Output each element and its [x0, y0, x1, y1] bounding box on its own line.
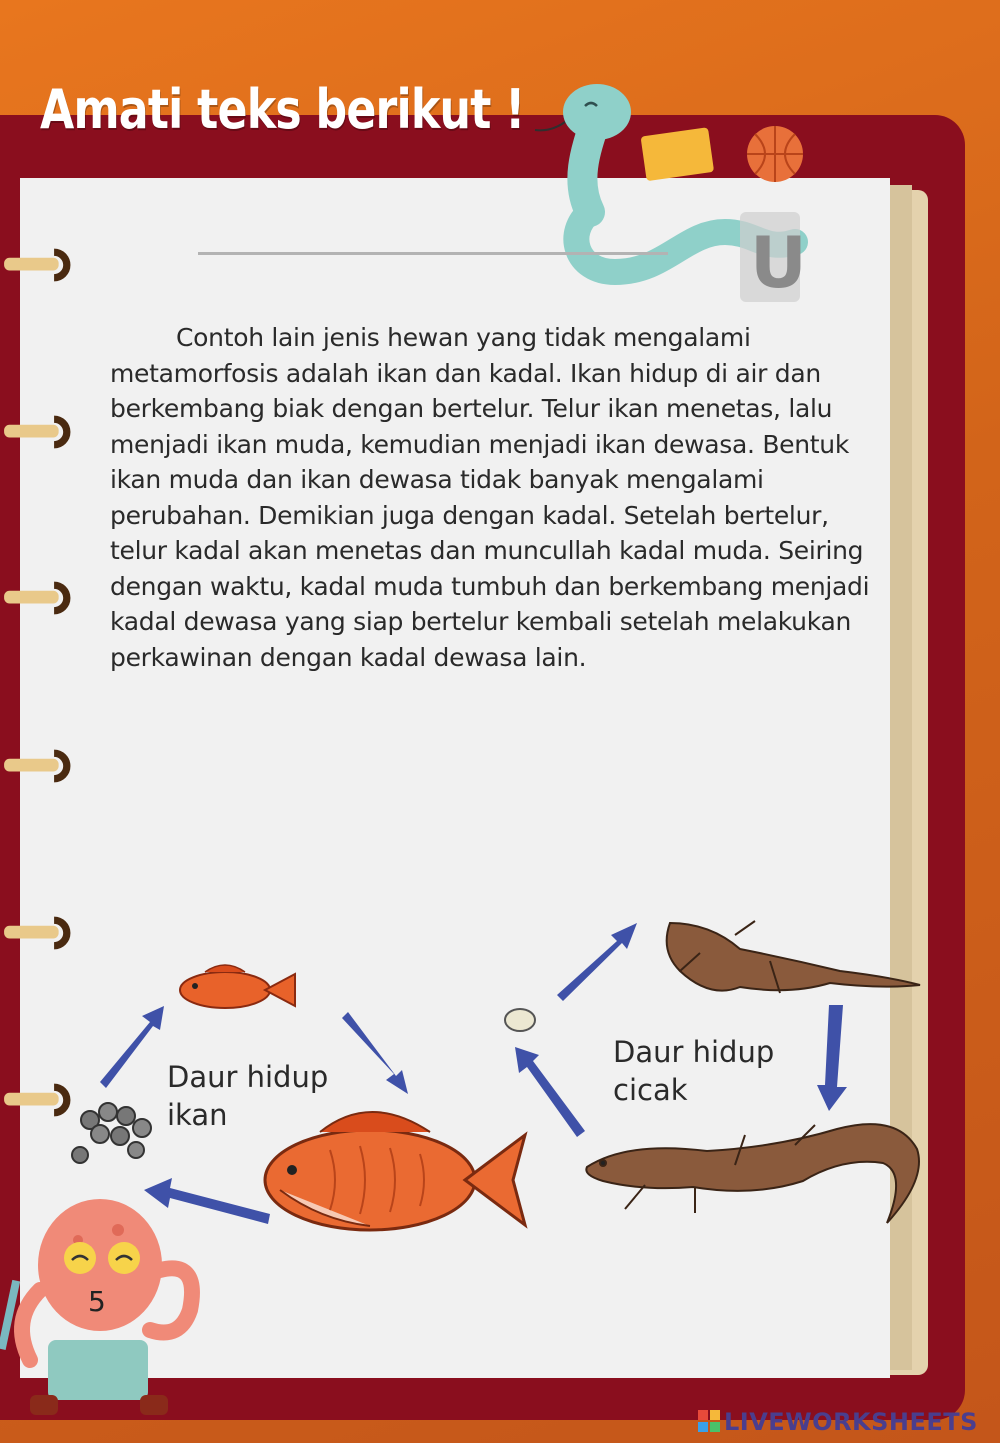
- young-lizard-icon: [667, 921, 920, 993]
- lizard-egg-icon: [505, 1009, 535, 1031]
- young-fish-icon: [180, 965, 295, 1008]
- cycle-arrow-adult-to-egg: [515, 1047, 585, 1137]
- body-paragraph: Contoh lain jenis hewan yang tidak mengalami metamorfosis adalah ikan dan kadal. Ikan hidup di air dan berkembang biak dengan bertelur. Telur ikan menetas, lalu menjadi ikan muda, kemudian menjadi ikan dewasa. Bentuk ikan muda dan ikan dewasa tidak banyak mengalami perubahan. Demikian juga dengan kadal. Setelah bertelur, telur kadal akan menetas dan muncullah kadal muda. Seiring dengan waktu, kadal muda tumbuh dan berkembang menjadi kadal dewasa yang siap bertelur kembali setelah melakukan perkawinan dengan kadal dewasa lain.: [110, 323, 870, 672]
- title-underline: [198, 252, 668, 255]
- binder-ring-2: [0, 412, 90, 452]
- binder-ring-4: [0, 746, 90, 786]
- cycle-arrow-eggs-to-young: [100, 1006, 164, 1088]
- page-number: 5: [88, 1285, 106, 1318]
- page-title: Amati teks berikut !: [40, 78, 525, 141]
- fish-eggs-icon: [72, 1103, 151, 1163]
- snake-mascot-illustration: [535, 82, 855, 302]
- liveworksheets-logo-icon: [698, 1410, 720, 1432]
- liveworksheets-brand: LIVEWORKSHEETS: [724, 1408, 978, 1436]
- svg-text:U: U: [750, 222, 807, 304]
- cycle-arrow-young-to-adult: [817, 1005, 847, 1111]
- cycle-arrow-egg-to-young: [557, 923, 637, 1001]
- binder-ring-1: [0, 245, 90, 285]
- binder-ring-3: [0, 578, 90, 618]
- fish-cycle-label: Daur hidup ikan: [167, 1060, 329, 1132]
- lizard-cycle-label: Daur hidup cicak: [613, 1035, 775, 1107]
- adult-lizard-icon: [586, 1124, 919, 1223]
- binder-ring-5: [0, 913, 90, 953]
- cycle-arrow-young-to-adult: [342, 1012, 408, 1094]
- octopus-mascot-illustration: [0, 1190, 220, 1430]
